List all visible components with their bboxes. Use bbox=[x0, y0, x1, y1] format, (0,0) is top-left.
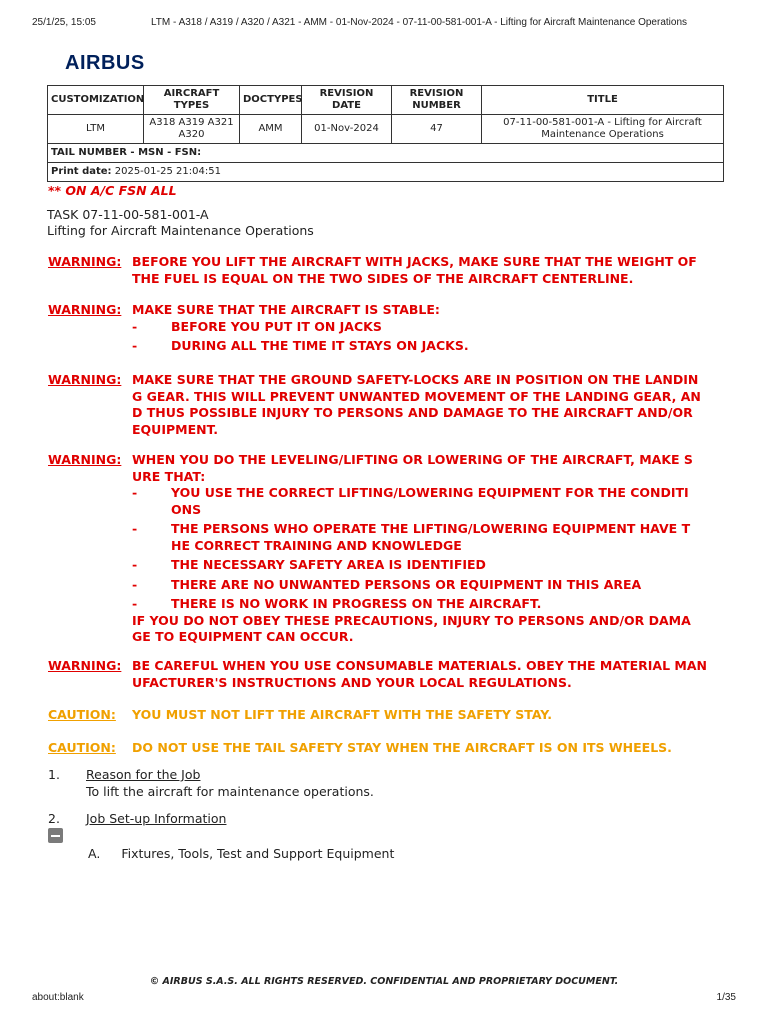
warning-keyword: WARNING: bbox=[48, 452, 122, 467]
subitem-line: YOU USE THE CORRECT LIFTING/LOWERING EQUIPMENT FOR THE CONDITI bbox=[171, 485, 689, 500]
value-aircraft-types: A318 A319 A321 A320 bbox=[144, 115, 240, 144]
warning-subitem bbox=[132, 557, 718, 574]
warning-line: WHEN YOU DO THE LEVELING/LIFTING OR LOWERING OF THE AIRCRAFT, MAKE S bbox=[132, 452, 693, 467]
value-revision-number: 47 bbox=[392, 115, 482, 144]
print-date-label: Print date: bbox=[51, 166, 112, 177]
warning-line: MAKE SURE THAT THE AIRCRAFT IS STABLE: bbox=[132, 302, 440, 317]
warning-keyword: WARNING: bbox=[48, 658, 122, 673]
warning-keyword: WARNING: bbox=[48, 254, 122, 269]
warning-line: EQUIPMENT. bbox=[132, 421, 218, 437]
effectivity: ** ON A/C FSN ALL bbox=[48, 183, 177, 198]
task-title: Lifting for Aircraft Maintenance Operations bbox=[47, 223, 314, 238]
dash-bullet: - bbox=[132, 521, 138, 536]
print-footer-url: about:blank bbox=[32, 992, 84, 1003]
value-doctypes: AMM bbox=[240, 115, 302, 144]
warning-subitem bbox=[132, 338, 718, 355]
warning-line: UFACTURER'S INSTRUCTIONS AND YOUR LOCAL REGULATIONS. bbox=[132, 674, 572, 690]
meta-header-row bbox=[48, 86, 724, 115]
step-label-reason-for-job: Reason for the Job bbox=[86, 767, 201, 782]
warning-subitem bbox=[132, 319, 718, 336]
warning-line: G GEAR. THIS WILL PREVENT UNWANTED MOVEMENT OF THE LANDING GEAR, AN bbox=[132, 388, 701, 404]
header-aircraft-types: AIRCRAFT TYPES bbox=[144, 86, 240, 115]
subitem-line: THERE ARE NO UNWANTED PERSONS OR EQUIPMENT IN THIS AREA bbox=[171, 576, 642, 592]
warning-line: URE THAT: bbox=[132, 468, 206, 484]
print-header bbox=[32, 17, 736, 31]
copyright-notice: © AIRBUS S.A.S. ALL RIGHTS RESERVED. CONFIDENTIAL AND PROPRIETARY DOCUMENT. bbox=[149, 976, 619, 987]
subitem-line: THE NECESSARY SAFETY AREA IS IDENTIFIED bbox=[171, 557, 486, 572]
step-label-job-setup: Job Set-up Information bbox=[86, 811, 227, 826]
sub-step-label: Fixtures, Tools, Test and Support Equipment bbox=[121, 846, 395, 861]
print-date-value: 2025-01-25 21:04:51 bbox=[114, 166, 221, 177]
subitem-line: THERE IS NO WORK IN PROGRESS ON THE AIRCRAFT. bbox=[171, 596, 542, 611]
print-header-date: 25/1/25, 15:05 bbox=[32, 17, 96, 28]
task-id: TASK 07-11-00-581-001-A bbox=[47, 207, 209, 222]
step-number: 1. bbox=[48, 767, 60, 782]
caution-2 bbox=[48, 740, 718, 757]
warning-3 bbox=[48, 372, 718, 438]
dash-bullet: - bbox=[132, 596, 138, 611]
subitem-line: DURING ALL THE TIME IT STAYS ON JACKS. bbox=[171, 338, 469, 353]
caution-1 bbox=[48, 707, 718, 724]
dash-bullet: - bbox=[132, 318, 138, 334]
warning-line: MAKE SURE THAT THE GROUND SAFETY-LOCKS ARE IN POSITION ON THE LANDIN bbox=[132, 372, 699, 387]
value-customization: LTM bbox=[48, 115, 144, 144]
warning-subitem bbox=[132, 485, 718, 518]
subitem-line: HE CORRECT TRAINING AND KNOWLEDGE bbox=[171, 537, 462, 553]
print-footer bbox=[32, 992, 736, 1006]
dash-bullet: - bbox=[132, 576, 138, 592]
header-title: TITLE bbox=[482, 86, 724, 115]
value-title: 07-11-00-581-001-A - Lifting for Aircraft Maintenance Operations bbox=[482, 115, 724, 144]
warning-line: THE FUEL IS EQUAL ON THE TWO SIDES OF THE AIRCRAFT CENTERLINE. bbox=[132, 270, 634, 286]
dash-bullet: - bbox=[132, 338, 138, 353]
warning-line: BE CAREFUL WHEN YOU USE CONSUMABLE MATERIALS. OBEY THE MATERIAL MAN bbox=[132, 658, 707, 673]
subitem-line: THE PERSONS WHO OPERATE THE LIFTING/LOWERING EQUIPMENT HAVE T bbox=[171, 521, 691, 536]
subitem-line: BEFORE YOU PUT IT ON JACKS bbox=[171, 318, 382, 334]
airbus-logo: AIRBUS bbox=[65, 52, 145, 74]
page-number: 1/35 bbox=[716, 992, 736, 1003]
tail-number-label: TAIL NUMBER - MSN - FSN: bbox=[48, 144, 724, 163]
meta-value-row bbox=[48, 115, 724, 144]
document-meta-table bbox=[47, 85, 724, 182]
sub-step-letter: A. bbox=[88, 846, 101, 861]
warning-line: IF YOU DO NOT OBEY THESE PRECAUTIONS, INJURY TO PERSONS AND/OR DAMA bbox=[132, 612, 691, 628]
print-date-row bbox=[48, 163, 724, 182]
warning-subitem bbox=[132, 596, 718, 613]
dash-bullet: - bbox=[132, 485, 138, 500]
header-revision-date: REVISION DATE bbox=[302, 86, 392, 115]
warning-4 bbox=[48, 452, 718, 646]
warning-keyword: WARNING: bbox=[48, 302, 122, 317]
warning-line: GE TO EQUIPMENT CAN OCCUR. bbox=[132, 629, 354, 644]
value-revision-date: 01-Nov-2024 bbox=[302, 115, 392, 144]
caution-keyword: CAUTION: bbox=[48, 740, 116, 755]
warning-2 bbox=[48, 302, 718, 355]
warning-subitem bbox=[132, 577, 718, 594]
header-doctypes: DOCTYPES bbox=[240, 86, 302, 115]
step-number: 2. bbox=[48, 811, 60, 826]
warning-line: BEFORE YOU LIFT THE AIRCRAFT WITH JACKS, MAKE SURE THAT THE WEIGHT OF bbox=[132, 254, 697, 269]
tail-number-row bbox=[48, 144, 724, 163]
header-revision-number: REVISION NUMBER bbox=[392, 86, 482, 115]
warning-keyword: WARNING: bbox=[48, 372, 122, 387]
caution-line: DO NOT USE THE TAIL SAFETY STAY WHEN THE AIRCRAFT IS ON ITS WHEELS. bbox=[132, 740, 672, 755]
sub-step-a bbox=[88, 846, 394, 861]
dash-bullet: - bbox=[132, 557, 138, 572]
warning-line: D THUS POSSIBLE INJURY TO PERSONS AND DAMAGE TO THE AIRCRAFT AND/OR bbox=[132, 405, 693, 420]
print-date-cell bbox=[48, 163, 724, 182]
caution-keyword: CAUTION: bbox=[48, 707, 116, 722]
header-customization: CUSTOMIZATION bbox=[48, 86, 144, 115]
warning-subitem bbox=[132, 521, 718, 554]
warning-5 bbox=[48, 658, 718, 691]
caution-line: YOU MUST NOT LIFT THE AIRCRAFT WITH THE SAFETY STAY. bbox=[132, 707, 553, 722]
print-header-title: LTM - A318 / A319 / A320 / A321 - AMM - 01-Nov-2024 - 07-11-00-581-001-A - Lifting for Aircraft Maintenance Operations bbox=[150, 17, 688, 28]
warning-1 bbox=[48, 254, 718, 287]
step-1-description: To lift the aircraft for maintenance operations. bbox=[86, 784, 374, 799]
collapse-minus-icon[interactable] bbox=[48, 828, 63, 843]
subitem-line: ONS bbox=[171, 501, 202, 517]
